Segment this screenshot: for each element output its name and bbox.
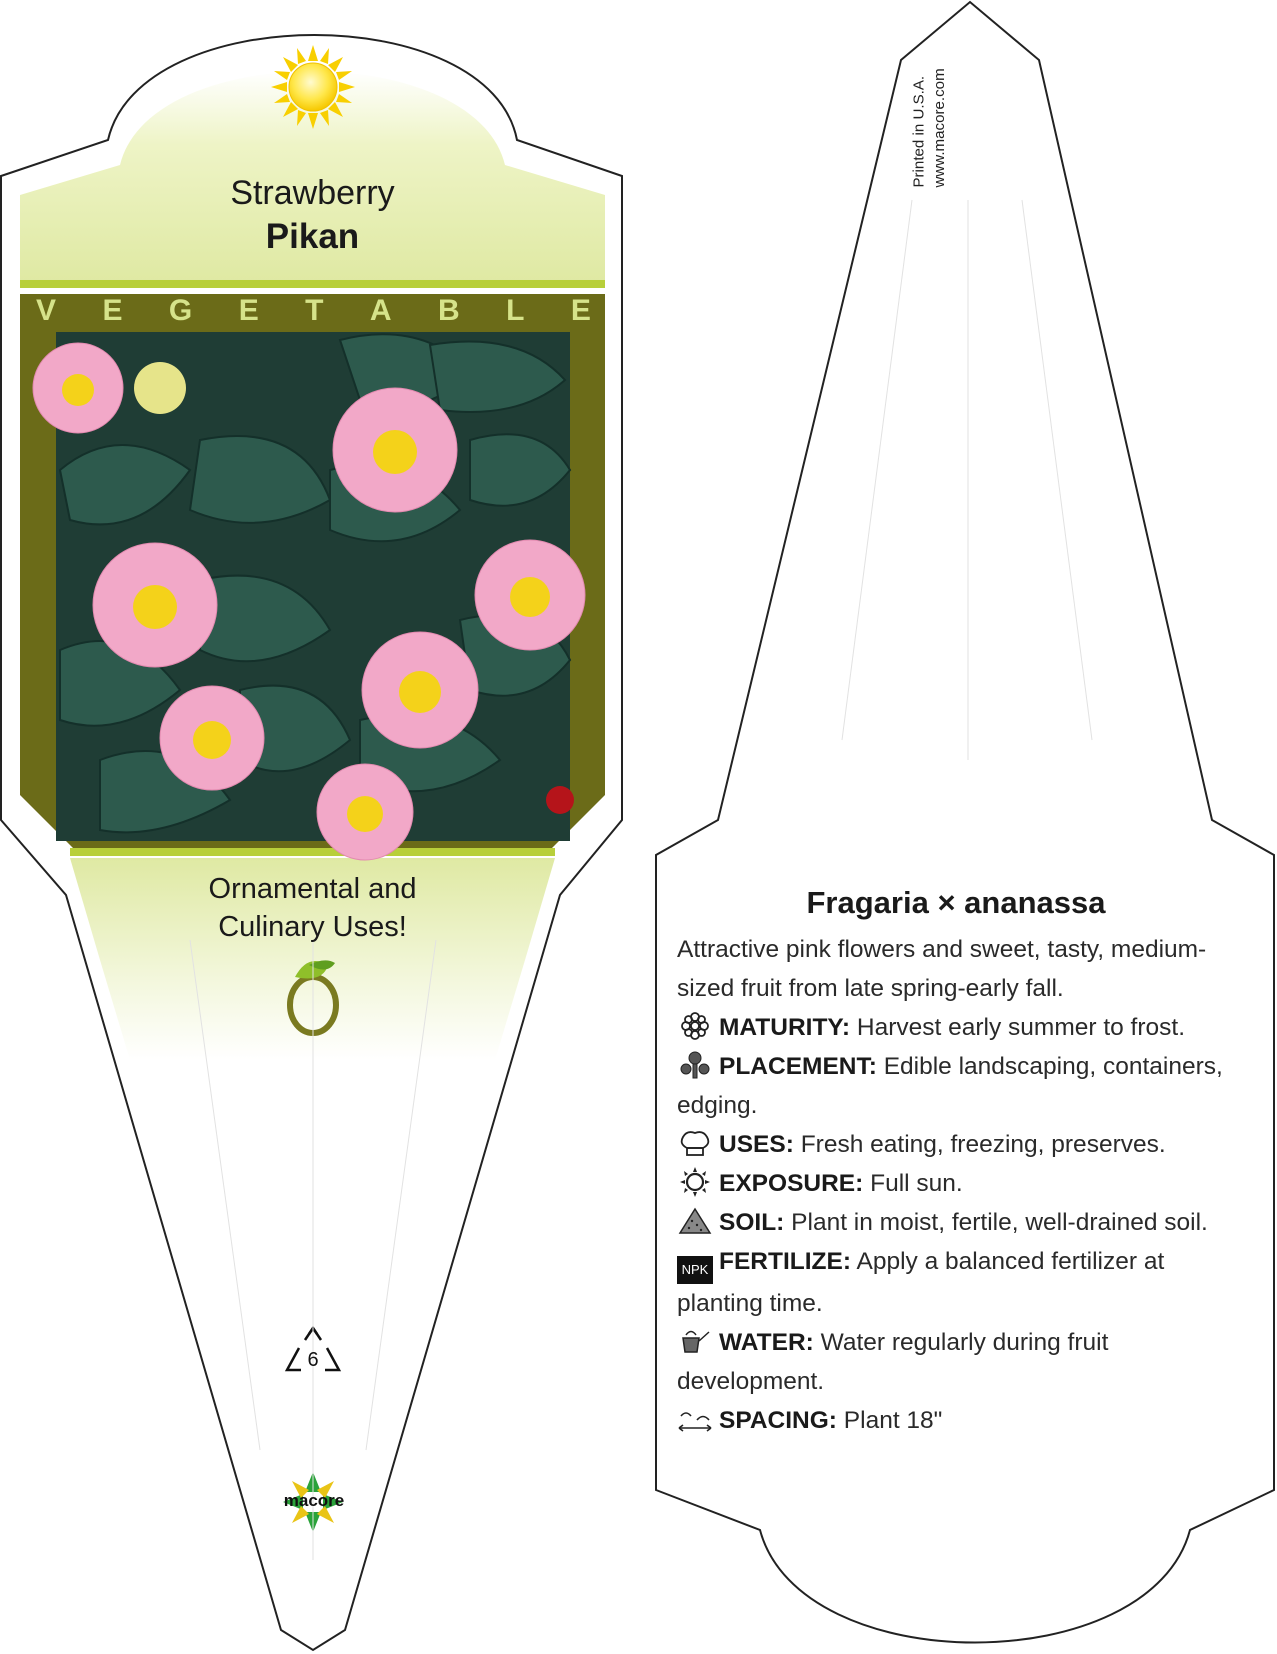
attribute-row	[677, 1203, 1247, 1242]
plants-icon	[677, 1050, 713, 1080]
attribute-text: Full sun.	[870, 1170, 963, 1197]
attribute-text: Water regularly during fruit development.	[677, 1329, 1109, 1395]
category-letter: E	[570, 294, 591, 327]
strawberry-plant-photo	[33, 332, 585, 860]
attribute-label: EXPOSURE:	[719, 1170, 864, 1197]
attribute-row	[677, 1164, 1247, 1203]
attribute-text: Harvest early summer to frost.	[856, 1014, 1186, 1041]
category-letter: E	[102, 294, 123, 327]
brand-name: macore	[283, 1491, 345, 1510]
watering-can-icon	[677, 1326, 713, 1356]
plant-variety-name: Pikan	[265, 217, 360, 256]
attribute-label: MATURITY:	[719, 1014, 851, 1041]
tagline-line: Culinary Uses!	[218, 911, 407, 943]
sun-icon	[677, 1167, 713, 1197]
attribute-label: WATER:	[719, 1329, 814, 1356]
recycle-number: 6	[307, 1349, 319, 1371]
attribute-label: USES:	[719, 1131, 794, 1158]
tagline	[100, 870, 525, 946]
plant-common-name: Strawberry	[230, 174, 395, 212]
attribute-row	[677, 1125, 1247, 1164]
printed-line1: Printed in U.S.A.	[910, 75, 928, 188]
category-letter: E	[238, 294, 259, 327]
front-green-line	[20, 280, 605, 288]
printed-line2: www.macore.com	[930, 68, 948, 188]
category-letter: A	[369, 294, 392, 327]
category-letter: L	[506, 294, 525, 327]
attribute-label: SPACING:	[719, 1407, 837, 1434]
npk-icon: NPK	[677, 1256, 713, 1284]
attribute-row	[677, 1242, 1247, 1323]
spacing-icon	[677, 1404, 713, 1434]
plant-description-block	[677, 930, 1247, 1440]
attribute-text: Apply a balanced fertilizer at planting time.	[677, 1248, 1165, 1317]
attribute-row	[677, 1401, 1247, 1440]
category-letter: B	[438, 294, 460, 327]
category-letter: V	[36, 294, 57, 327]
tagline-line: Ornamental and	[208, 873, 417, 905]
attribute-text: Edible landscaping, containers, edging.	[677, 1053, 1223, 1119]
attribute-row	[677, 1008, 1247, 1047]
attribute-text: Fresh eating, freezing, preserves.	[800, 1131, 1166, 1158]
soil-icon	[677, 1206, 713, 1236]
attribute-row	[677, 1047, 1247, 1125]
front-green-line-bottom	[70, 848, 555, 856]
category-label	[36, 294, 591, 328]
category-letter: T	[305, 294, 324, 327]
plant-description: Attractive pink flowers and sweet, tasty, medium-sized fruit from late spring-early fall.	[677, 936, 1207, 1002]
attribute-label: PLACEMENT:	[719, 1053, 877, 1080]
chef-hat-icon	[677, 1128, 713, 1158]
attribute-label: SOIL:	[719, 1209, 785, 1236]
flower-icon	[677, 1011, 713, 1041]
attribute-label: FERTILIZE:	[719, 1248, 852, 1275]
attribute-text: Plant 18"	[843, 1407, 943, 1434]
sun-icon-top	[271, 45, 355, 129]
attribute-text: Plant in moist, fertile, well-drained soil.	[791, 1209, 1208, 1236]
attribute-row	[677, 1323, 1247, 1401]
scientific-name: Fragaria × ananassa	[806, 885, 1106, 920]
printed-in-label	[895, 40, 1055, 188]
category-letter: G	[168, 294, 193, 327]
